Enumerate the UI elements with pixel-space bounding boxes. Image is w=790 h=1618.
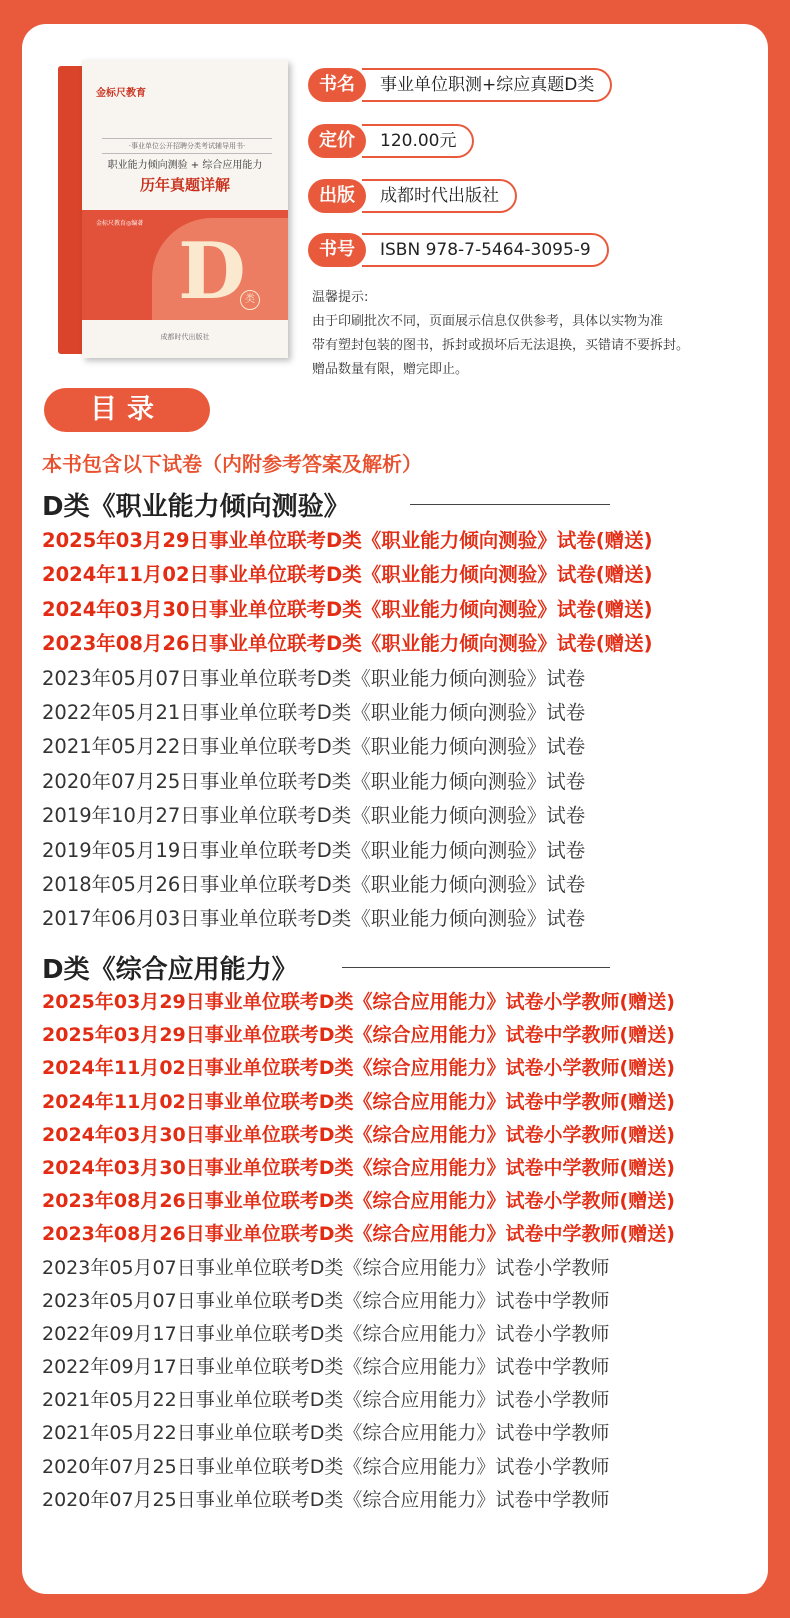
toc-item: 2023年08月26日事业单位联考D类《综合应用能力》试卷中学教师(赠送) — [42, 1223, 675, 1246]
product-card — [22, 24, 768, 1594]
toc-item: 2019年05月19日事业单位联考D类《职业能力倾向测验》试卷 — [42, 838, 586, 862]
toc-item: 2022年09月17日事业单位联考D类《综合应用能力》试卷小学教师 — [42, 1322, 610, 1345]
toc-item: 2021年05月22日事业单位联考D类《职业能力倾向测验》试卷 — [42, 735, 586, 759]
info-value: 120.00元 — [362, 124, 474, 158]
book-title: 历年真题详解 — [139, 176, 230, 194]
toc-item: 2023年08月26日事业单位联考D类《综合应用能力》试卷小学教师(赠送) — [42, 1190, 675, 1213]
notice-line: 带有塑封包装的图书，拆封或损坏后无法退换，买错请不要拆封。 — [312, 338, 690, 353]
section-list — [42, 524, 764, 937]
info-value: ISBN 978-7-5464-3095-9 — [362, 233, 609, 267]
section-title: D类《综合应用能力》 — [42, 955, 298, 985]
publisher-logo: 金标尺教育 — [96, 88, 146, 99]
toc-item: 2024年03月30日事业单位联考D类《综合应用能力》试卷小学教师(赠送) — [42, 1123, 675, 1146]
toc-label: 目录 — [44, 388, 210, 432]
toc-item: 2023年08月26日事业单位联考D类《职业能力倾向测验》试卷(赠送) — [42, 632, 653, 656]
book-front — [82, 60, 288, 358]
book-cover-band — [82, 210, 288, 320]
book-series: ·事业单位公开招聘分类考试辅导用书· — [102, 138, 272, 154]
book-spine — [58, 66, 82, 354]
toc-item: 2023年05月07日事业单位联考D类《职业能力倾向测验》试卷 — [42, 666, 586, 690]
book-subtitle: 职业能力倾向测验 + 综合应用能力 — [107, 160, 263, 171]
notice-line: 由于印刷批次不同，页面展示信息仅供参考，具体以实物为准 — [312, 314, 664, 329]
book-editor: 金标尺教育◎编著 — [96, 220, 144, 227]
toc-item: 2025年03月29日事业单位联考D类《综合应用能力》试卷小学教师(赠送) — [42, 991, 675, 1013]
toc-item: 2023年05月07日事业单位联考D类《综合应用能力》试卷中学教师 — [42, 1289, 610, 1312]
notice-title: 温馨提示: — [312, 290, 369, 305]
divider — [342, 967, 610, 968]
toc-item: 2020年07月25日事业单位联考D类《综合应用能力》试卷中学教师 — [42, 1488, 610, 1511]
toc-item: 2024年11月02日事业单位联考D类《综合应用能力》试卷小学教师(赠送) — [42, 1057, 675, 1080]
toc-item: 2025年03月29日事业单位联考D类《综合应用能力》试卷中学教师(赠送) — [42, 1024, 675, 1047]
notice-line: 赠品数量有限，赠完即止。 — [312, 362, 469, 377]
section-heading — [42, 949, 622, 985]
toc-item: 2024年03月30日事业单位联考D类《综合应用能力》试卷中学教师(赠送) — [42, 1156, 675, 1179]
toc-item: 2022年05月21日事业单位联考D类《职业能力倾向测验》试卷 — [42, 700, 586, 724]
toc-item: 2024年11月02日事业单位联考D类《综合应用能力》试卷中学教师(赠送) — [42, 1090, 675, 1113]
toc-item: 2017年06月03日事业单位联考D类《职业能力倾向测验》试卷 — [42, 907, 586, 931]
toc-item: 2025年03月29日事业单位联考D类《职业能力倾向测验》试卷(赠送) — [42, 529, 653, 552]
notice — [312, 286, 762, 382]
section-list — [42, 986, 764, 1517]
info-tag: 定价 — [308, 124, 366, 158]
section-title: D类《职业能力倾向测验》 — [42, 492, 350, 522]
toc-item: 2021年05月22日事业单位联考D类《综合应用能力》试卷中学教师 — [42, 1422, 610, 1445]
toc-item: 2018年05月26日事业单位联考D类《职业能力倾向测验》试卷 — [42, 872, 586, 896]
toc-item: 2020年07月25日事业单位联考D类《综合应用能力》试卷小学教师 — [42, 1455, 610, 1478]
book-category-letter: D — [178, 226, 246, 317]
toc-item: 2023年05月07日事业单位联考D类《综合应用能力》试卷小学教师 — [42, 1256, 610, 1279]
book-cover-image — [58, 60, 288, 358]
toc-item: 2024年03月30日事业单位联考D类《职业能力倾向测验》试卷(赠送) — [42, 597, 653, 621]
divider — [410, 504, 610, 505]
info-tag: 出版 — [308, 179, 366, 213]
info-tag: 书名 — [308, 68, 366, 102]
toc-item: 2022年09月17日事业单位联考D类《综合应用能力》试卷中学教师 — [42, 1356, 610, 1379]
info-value: 事业单位职测+综应真题D类 — [362, 68, 612, 102]
book-publisher: 成都时代出版社 — [160, 333, 210, 341]
toc-item: 2019年10月27日事业单位联考D类《职业能力倾向测验》试卷 — [42, 804, 586, 828]
info-value: 成都时代出版社 — [362, 179, 517, 213]
toc-intro: 本书包含以下试卷（内附参考答案及解析） — [42, 452, 422, 476]
info-tag: 书号 — [308, 233, 366, 267]
toc-item: 2020年07月25日事业单位联考D类《职业能力倾向测验》试卷 — [42, 769, 586, 793]
toc-item: 2021年05月22日事业单位联考D类《综合应用能力》试卷小学教师 — [42, 1389, 610, 1412]
toc-item: 2024年11月02日事业单位联考D类《职业能力倾向测验》试卷(赠送) — [42, 563, 653, 587]
book-category-suffix: 类 — [240, 290, 260, 310]
section-heading — [42, 486, 622, 522]
